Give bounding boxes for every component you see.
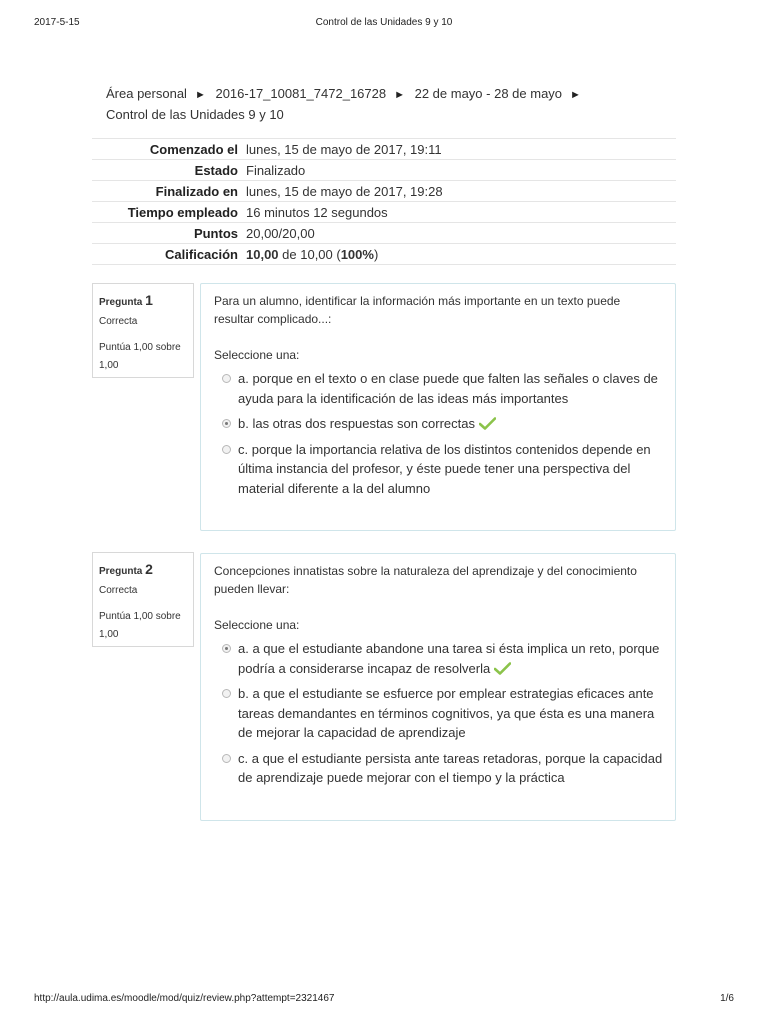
answer-option-text: b. las otras dos respuestas son correctas xyxy=(238,416,476,431)
answer-option[interactable] xyxy=(214,369,663,408)
radio-button[interactable] xyxy=(222,689,231,698)
summary-value: 20,00/20,00 xyxy=(246,225,315,241)
triangle-right-icon: ► xyxy=(570,89,581,101)
breadcrumb-item-course[interactable]: 2016-17_10081_7472_16728 xyxy=(215,86,387,101)
question-info-1 xyxy=(92,283,194,378)
question-info-2 xyxy=(92,552,194,647)
summary-label: Comenzado el xyxy=(149,141,238,157)
summary-label: Estado xyxy=(194,162,238,178)
question-label: Pregunta xyxy=(99,566,143,577)
triangle-right-icon: ► xyxy=(194,89,206,101)
question-state: Correcta xyxy=(99,316,138,327)
summary-value xyxy=(244,244,676,265)
attempt-summary-table xyxy=(92,138,676,265)
summary-row-finished xyxy=(92,181,676,202)
question-grade: Puntúa 1,00 sobre 1,00 xyxy=(99,611,181,640)
summary-row-time-taken xyxy=(92,202,676,223)
answer-option-text: b. a que el estudiante se esfuerce por emplear estrategias eficaces ante tareas demandantes en términos cognitivos, ya que ésta es una manera de mejorar la capacidad de aprendizaje xyxy=(238,686,655,740)
answer-prompt: Seleccione una: xyxy=(214,618,300,632)
print-date: 2017-5-15 xyxy=(34,17,80,28)
radio-button-checked[interactable] xyxy=(222,419,231,428)
summary-value: Finalizado xyxy=(246,162,306,178)
question-number: 1 xyxy=(145,292,153,308)
answer-option[interactable] xyxy=(214,749,663,788)
triangle-right-icon: ► xyxy=(394,89,405,101)
question-label: Pregunta xyxy=(99,297,143,308)
summary-label: Finalizado en xyxy=(155,183,238,199)
summary-label: Calificación xyxy=(165,246,238,262)
question-number: 2 xyxy=(145,561,153,577)
question-text: Para un alumno, identificar la información más importante en un texto puede resultar complicado...: xyxy=(214,294,621,326)
breadcrumb xyxy=(106,84,626,124)
print-page-number: 1/6 xyxy=(720,993,734,1004)
grade-percent: 100% xyxy=(340,246,374,262)
answer-option-text: a. a que el estudiante abandone una tarea si ésta implica un reto, porque podría a considerarse incapaz de resolverla xyxy=(238,641,660,676)
summary-row-grade xyxy=(92,244,676,265)
radio-button-checked[interactable] xyxy=(222,644,231,653)
breadcrumb-item-week[interactable]: 22 de mayo - 28 de mayo xyxy=(414,86,563,101)
summary-row-points xyxy=(92,223,676,244)
radio-button[interactable] xyxy=(222,445,231,454)
question-content-1 xyxy=(200,283,676,531)
summary-value: lunes, 15 de mayo de 2017, 19:11 xyxy=(246,141,442,157)
answer-option-selected[interactable] xyxy=(214,639,663,678)
check-icon xyxy=(494,662,511,675)
grade-of-text: de 10,00 ( xyxy=(278,246,341,262)
radio-button[interactable] xyxy=(222,754,231,763)
answer-option-text: c. a que el estudiante persista ante tareas retadoras, porque la capacidad de aprendizaje puede mejorar con el tiempo y la práctica xyxy=(238,750,663,785)
check-icon xyxy=(479,417,496,430)
summary-value: 16 minutos 12 segundos xyxy=(246,204,388,220)
answer-option[interactable] xyxy=(214,440,663,499)
summary-row-started xyxy=(92,139,676,160)
question-grade: Puntúa 1,00 sobre 1,00 xyxy=(99,342,181,371)
answer-option-text: a. porque en el texto o en clase puede que falten las señales o claves de ayuda para la identificación de las ideas más importantes xyxy=(238,371,658,406)
print-url: http://aula.udima.es/moodle/mod/quiz/review.php?attempt=2321467 xyxy=(34,993,335,1004)
answer-option[interactable] xyxy=(214,684,663,743)
answer-option-text: c. porque la importancia relativa de los distintos contenidos depende en última instancia del profesor, y éste puede tener una perspectiva del material diferente a la del alumno xyxy=(238,441,651,496)
breadcrumb-item-area-personal[interactable]: Área personal xyxy=(106,86,187,101)
radio-button[interactable] xyxy=(222,374,231,383)
answer-prompt: Seleccione una: xyxy=(214,348,300,362)
answer-option-selected[interactable] xyxy=(214,414,663,434)
summary-value: lunes, 15 de mayo de 2017, 19:28 xyxy=(246,183,443,199)
question-text: Concepciones innatistas sobre la naturaleza del aprendizaje y del conocimiento pueden llevar: xyxy=(214,564,637,596)
summary-row-state xyxy=(92,160,676,181)
print-title: Control de las Unidades 9 y 10 xyxy=(315,17,453,28)
question-content-2 xyxy=(200,553,676,821)
grade-score: 10,00 xyxy=(246,246,279,262)
summary-label: Tiempo empleado xyxy=(127,204,238,220)
question-state: Correcta xyxy=(99,585,138,596)
breadcrumb-item-current[interactable]: Control de las Unidades 9 y 10 xyxy=(106,107,284,122)
summary-label: Puntos xyxy=(193,225,238,241)
grade-close: ) xyxy=(373,246,379,262)
